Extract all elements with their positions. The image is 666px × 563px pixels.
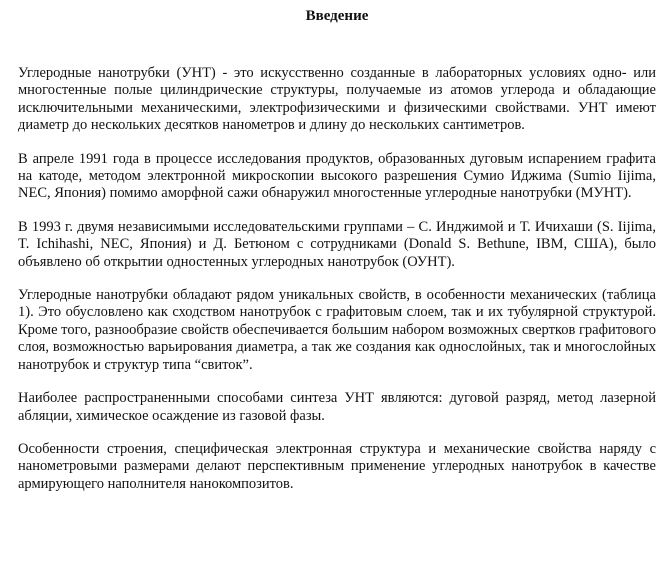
paragraph-discovery-1991: В апреле 1991 года в процессе исследования продуктов, образованных дуговым испарением графита на катоде, методом электронной микроскопии высокого разрешения Сумио Иджима (Sumio Iijima, NEC, Япония) помимо аморфной сажи обнаружил многостенные углеродные нанотрубки (МУНТ). xyxy=(18,150,656,202)
paragraph-applications: Особенности строения, специфическая электронная структура и механические свойства наряду с нанометровыми размерами делают перспективным применение углеродных нанотрубок в качестве армирующего наполнителя нанокомпозитов. xyxy=(18,440,656,492)
paragraph-synthesis-methods: Наиболее распространенными способами синтеза УНТ являются: дуговой разряд, метод лазерной абляции, химическое осаждение из газовой фазы. xyxy=(18,390,656,424)
paragraph-properties: Углеродные нанотрубки обладают рядом уникальных свойств, в особенности механических (таблица 1). Это обусловлено как сходством нанотрубок с графитовым слоем, так и их тубулярной структурой. Кроме того, разнообразие свойств обеспечивается большим набором возможных свертков графитового слоя, возможностью варьирования диаметра, а так же создания как однослойных, так и многослойных нанотрубок и структур типа “свиток”. xyxy=(18,287,656,373)
paragraph-discovery-1993: В 1993 г. двумя независимыми исследовательскими группами – С. Инджимой и Т. Ичихаши (S. Iijima, T. Ichihashi, NEC, Япония) и Д. Бетюном с сотрудниками (Donald S. Bethune, IBM, США), было объявлено об открытии одностенных углеродных нанотрубок (ОУНТ). xyxy=(18,218,656,270)
document-title: Введение xyxy=(305,8,369,24)
paragraph-definition: Углеродные нанотрубки (УНТ) - это искусственно созданные в лабораторных условиях одно- или многостенные полые цилиндрические структуры, получаемые из атомов углерода и обладающие исключительными механическими, электрофизическими и физическими свойствами. УНТ имеют диаметр до нескольких десятков нанометров и длину до нескольких сантиметров. xyxy=(18,65,656,134)
